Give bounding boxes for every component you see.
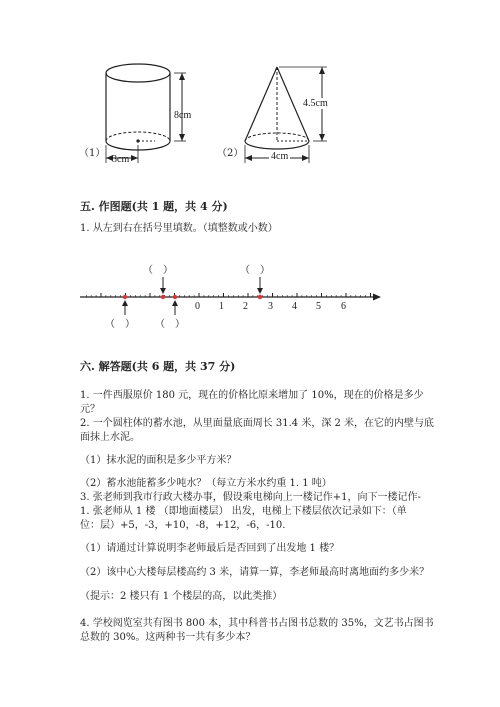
tick-label-3: 3 (268, 301, 273, 312)
tick-label-0: 0 (195, 301, 200, 312)
section-6-title: 六. 解答题(共 6 题，共 37 分) (80, 360, 236, 373)
cylinder-height-label: 8cm (174, 110, 192, 121)
section-6-line-4: 面抹上水泥。 (80, 432, 140, 443)
cylinder-diameter-label: 3cm (112, 154, 130, 165)
section-6-line-3: 2. 一个圆柱体的蓄水池，从里面量底面周长 31.4 米，深 2 米，在它的内壁与底 (80, 418, 435, 429)
section-6-line-7: 3. 张老师到我市行政大楼办事，假设乘电梯向上一楼记作+1，向下一楼记作- (80, 492, 421, 503)
section-6-line-5: （1）抹水泥的面积是多少平方米？ (80, 455, 237, 466)
tick-label-6: 6 (341, 301, 346, 312)
figure-2-label: （2） (217, 148, 244, 159)
section-6-line-2: 元？ (80, 404, 100, 415)
section-6-line-13: 4. 学校阅览室共有图书 800 本，其中科普书占图书总数的 35%，文艺书占图书 (80, 618, 434, 629)
tick-label-2: 2 (243, 301, 248, 312)
section-6-line-11: （2）该中心大楼每层楼高约 3 米，请算一算，李老师最高时离地面约多少米？ (80, 567, 430, 578)
figure-1-label: （1） (79, 148, 106, 159)
tick-label-1: 1 (219, 301, 224, 312)
answer-blank-top-2: （ ） (240, 265, 270, 276)
answer-blank-bottom-2: （ ） (155, 319, 185, 330)
answer-blank-bottom-1: （ ） (105, 319, 135, 330)
section-6-line-1: 1. 一件西服原价 180 元，现在的价格比原来增加了 10%，现在的价格是多少 (80, 390, 424, 401)
section-5-title: 五. 作图题(共 1 题，共 4 分) (80, 200, 228, 213)
tick-label-4: 4 (292, 301, 297, 312)
cone-diameter-label: 4cm (271, 151, 289, 162)
tick-label-5: 5 (316, 301, 321, 312)
section-6-line-12: （提示：2 楼只有 1 个楼层的高，以此类推） (80, 591, 283, 602)
answer-blank-top-1: （ ） (143, 265, 173, 276)
section-6-line-6: （2）蓄水池能蓄多少吨水？（每立方米水约重 1. 1 吨） (80, 478, 332, 489)
section-6-line-14: 总数的 30%。这两种书一共有多少本？ (80, 632, 256, 643)
cone-height-label: 4.5cm (303, 98, 328, 109)
section-6-line-8: 1. 张老师从 1 楼 （即地面楼层） 出发，电梯上下楼层依次记录如下：（单 (80, 506, 407, 517)
section-5-question-1: 1. 从左到右在括号里填数。（填整数或小数） (80, 223, 278, 234)
section-6-line-10: （1）请通过计算说明李老师最后是否回到了出发地 1 楼？ (80, 543, 340, 554)
section-6-line-9: 位：层）+5，-3，+10，-8，+12，-6，-10. (80, 520, 286, 531)
